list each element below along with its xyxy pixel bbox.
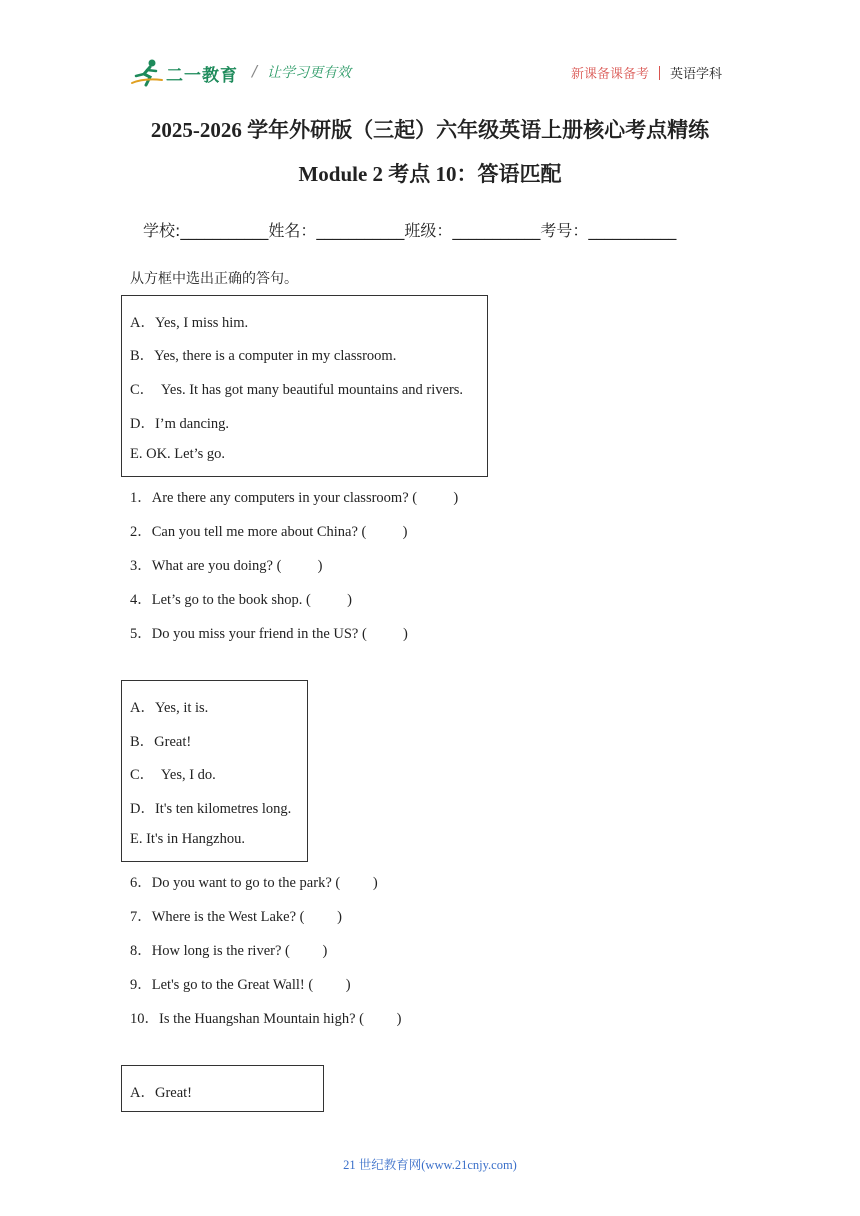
- header-divider: [659, 66, 660, 80]
- question-item: 2．Can you tell me more about China? ( ): [130, 524, 408, 540]
- slogan-separator: /: [252, 62, 258, 80]
- question-item: 1．Are there any computers in your classroom? ( ): [130, 490, 459, 506]
- question-item: 3．What are you doing? ( ): [130, 558, 323, 574]
- question-item: 10．Is the Huangshan Mountain high? ( ): [130, 1011, 402, 1027]
- question-item: 6．Do you want to go to the park? ( ): [130, 875, 378, 891]
- option-item: B．Great!: [130, 734, 192, 750]
- option-item: D．I’m dancing.: [130, 416, 230, 432]
- student-info-line: 学校:___________姓名：___________班级：___________考号：___________: [143, 221, 677, 240]
- brand-logo: [130, 56, 238, 90]
- option-item: A．Great!: [130, 1085, 193, 1101]
- header-right: [571, 63, 722, 82]
- page-header: [0, 0, 860, 100]
- document-subtitle: Module 2 考点 10：答语匹配: [298, 162, 562, 186]
- question-item: 7．Where is the West Lake? ( ): [130, 909, 342, 925]
- header-subject: 英语学科: [669, 67, 722, 82]
- option-item: E. OK. Let’s go.: [130, 446, 226, 462]
- option-item: B．Yes, there is a computer in my classroom.: [130, 348, 397, 364]
- slogan: 让学习更有效: [267, 65, 351, 81]
- header-right-label: 新课备课备考: [570, 67, 649, 82]
- question-item: 5．Do you miss your friend in the US? ( ): [130, 626, 408, 642]
- question-item: 4．Let’s go to the book shop. ( ): [130, 592, 352, 608]
- logo-text: 二一教育: [166, 65, 238, 86]
- option-item: A．Yes, it is.: [130, 700, 209, 716]
- runner-logo-icon: [130, 58, 164, 88]
- page-footer: 21 世纪教育网(www.21cnjy.com): [343, 1158, 517, 1172]
- question-item: 8．How long is the river? ( ): [130, 943, 328, 959]
- question-item: 9．Let's go to the Great Wall! ( ): [130, 977, 351, 993]
- option-item: E. It's in Hangzhou.: [130, 831, 245, 847]
- option-item: D．It's ten kilometres long.: [130, 801, 292, 817]
- option-item: C． Yes. It has got many beautiful mountains and rivers.: [130, 382, 464, 398]
- option-item: C． Yes, I do.: [130, 767, 216, 783]
- option-item: A．Yes, I miss him.: [130, 315, 249, 331]
- instruction: 从方框中选出正确的答句。: [130, 271, 298, 287]
- document-title: 2025-2026 学年外研版（三起）六年级英语上册核心考点精练: [150, 118, 710, 142]
